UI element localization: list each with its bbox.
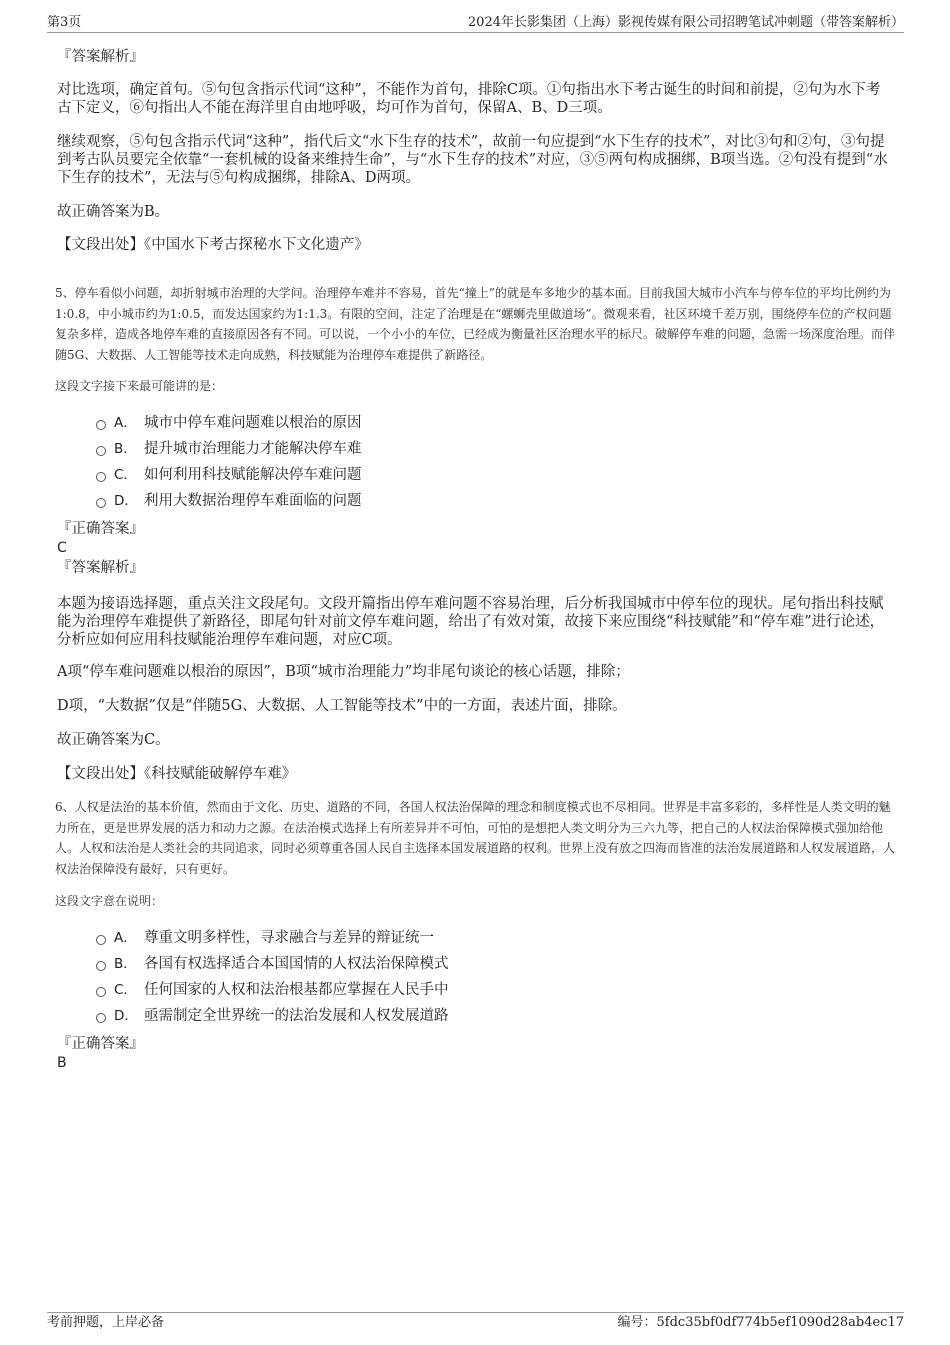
q5-analysis-p3: D项，“大数据”仅是“伴随5G、大数据、人工智能等技术”中的一方面，表述片面，排除。 <box>57 698 627 714</box>
q6-passage: 6、人权是法治的基本价值，然而由于文化、历史、道路的不同，各国人权法治保障的理念和制度模式也不尽相同。世界是丰富多彩的，多样性是人类文明的魅力所在，更是世界发展的活力和动力之源。在法治模式选择上有所差异并不可怕，可怕的是想把人类文明分为三六九等，把自己的人权法治保障模式强加给他人。人权和法治是人类社会的共同追求，同时必须尊重各国人民自主选择本国发展道路的权利。世界上没有放之四海而皆准的法治发展道路和人权发展道路，人权法治保障没有最好，只有更好。 <box>55 800 896 876</box>
q5-analysis-p4: 故正确答案为C。 <box>57 732 170 748</box>
radio-icon[interactable] <box>96 472 106 482</box>
q5-stem: 这段文字接下来最可能讲的是： <box>55 379 224 393</box>
page-header <box>47 13 904 33</box>
q5-passage: 5、停车看似小问题，却折射城市治理的大学问。治理停车难并不容易，首先“撞上”的就是车多地少的基本面。目前我国大城市小汽车与停车位的平均比例约为1:0.8，中小城市约为1:0.5，而发达国家约为1:1.3。有限的空间，注定了治理是在“螺蛳壳里做道场”。微观来看，社区环境千差万别，围绕停车位的产权问题复杂多样，造成各地停车难的直接原因各有不同。可以说，一个小小的车位，已经成为衡量社区治理水平的标尺。破解停车难的问题，急需一场深度治理。而伴随5G、大数据、人工智能等技术走向成熟，科技赋能为治理停车难提供了新路径。 <box>55 286 896 362</box>
q5-source: 【文段出处】《科技赋能破解停车难》 <box>57 766 297 782</box>
q6-answer: B <box>57 1055 67 1071</box>
radio-icon[interactable] <box>96 961 106 971</box>
q4-analysis-p3: 故正确答案为B。 <box>57 204 170 220</box>
radio-icon[interactable] <box>96 987 106 997</box>
q5-analysis-p1: 本题为接语选择题，重点关注文段尾句。文段开篇指出停车难问题不容易治理，后分析我国城市中停车位的现状。尾句指出科技赋能为治理停车难提供了新路径，即尾句针对前文停车难问题，给出了有效对策，故接下来应围绕“科技赋能”和“停车难”进行论述，分析应如何应用科技赋能治理停车难问题，对应C项。 <box>57 596 885 648</box>
q4-analysis-label: 『答案解析』 <box>57 49 144 65</box>
q6-answer-label: 『正确答案』 <box>57 1036 144 1052</box>
radio-icon[interactable] <box>96 1013 106 1023</box>
document-code: 编号：5fdc35bf0df774b5ef1090d28ab4ec17 <box>617 1315 904 1330</box>
q5-option-c[interactable]: C． 如何利用科技赋能解决停车难问题 <box>96 466 362 492</box>
radio-icon[interactable] <box>96 498 106 508</box>
q6-option-c[interactable]: C． 任何国家的人权和法治根基都应掌握在人民手中 <box>96 981 449 1007</box>
q5-option-b[interactable]: B． 提升城市治理能力才能解决停车难 <box>96 440 362 466</box>
page-footer <box>47 1312 904 1333</box>
document-title: 2024年长影集团（上海）影视传媒有限公司招聘笔试冲刺题（带答案解析） <box>467 15 904 30</box>
q5-answer: C <box>57 540 67 556</box>
footer-slogan: 考前押题，上岸必备 <box>47 1315 165 1330</box>
q6-stem: 这段文字意在说明： <box>55 894 164 908</box>
q4-analysis-p2: 继续观察，⑤句包含指示代词“这种”，指代后文“水下生存的技术”，故前一句应提到“水下生存的技术”，对比③句和②句，③句提到考古队员要完全依靠“一套机械的设备来维持生命”，与“水下生存的技术”对应，③⑤两句构成捆绑，B项当选。②句没有提到“水下生存的技术”，无法与⑤句构成捆绑，排除A、D两项。 <box>57 134 888 186</box>
q5-answer-label: 『正确答案』 <box>57 521 144 537</box>
q5-analysis-label: 『答案解析』 <box>57 560 144 576</box>
q5-analysis-p2: A项“停车难问题难以根治的原因”，B项“城市治理能力”均非尾句谈论的核心话题，排除； <box>57 664 630 680</box>
q5-option-a[interactable]: A． 城市中停车难问题难以根治的原因 <box>96 414 362 440</box>
q6-options <box>96 929 449 1033</box>
q6-option-a[interactable]: A． 尊重文明多样性，寻求融合与差异的辩证统一 <box>96 929 449 955</box>
radio-icon[interactable] <box>96 446 106 456</box>
radio-icon[interactable] <box>96 935 106 945</box>
radio-icon[interactable] <box>96 420 106 430</box>
q5-options <box>96 414 362 518</box>
q6-option-d[interactable]: D． 亟需制定全世界统一的法治发展和人权发展道路 <box>96 1007 449 1033</box>
q4-analysis-p1: 对比选项，确定首句。⑤句包含指示代词“这种”，不能作为首句，排除C项。①句指出水下考古诞生的时间和前提，②句为水下考古下定义，⑥句指出人不能在海洋里自由地呼吸，均可作为首句，保留A、B、D三项。 <box>57 82 881 116</box>
q6-option-b[interactable]: B． 各国有权选择适合本国国情的人权法治保障模式 <box>96 955 449 981</box>
q4-source: 【文段出处】《中国水下考古探秘水下文化遗产》 <box>57 237 369 253</box>
q5-option-d[interactable]: D． 利用大数据治理停车难面临的问题 <box>96 492 362 518</box>
page-number: 第3页 <box>47 15 82 30</box>
